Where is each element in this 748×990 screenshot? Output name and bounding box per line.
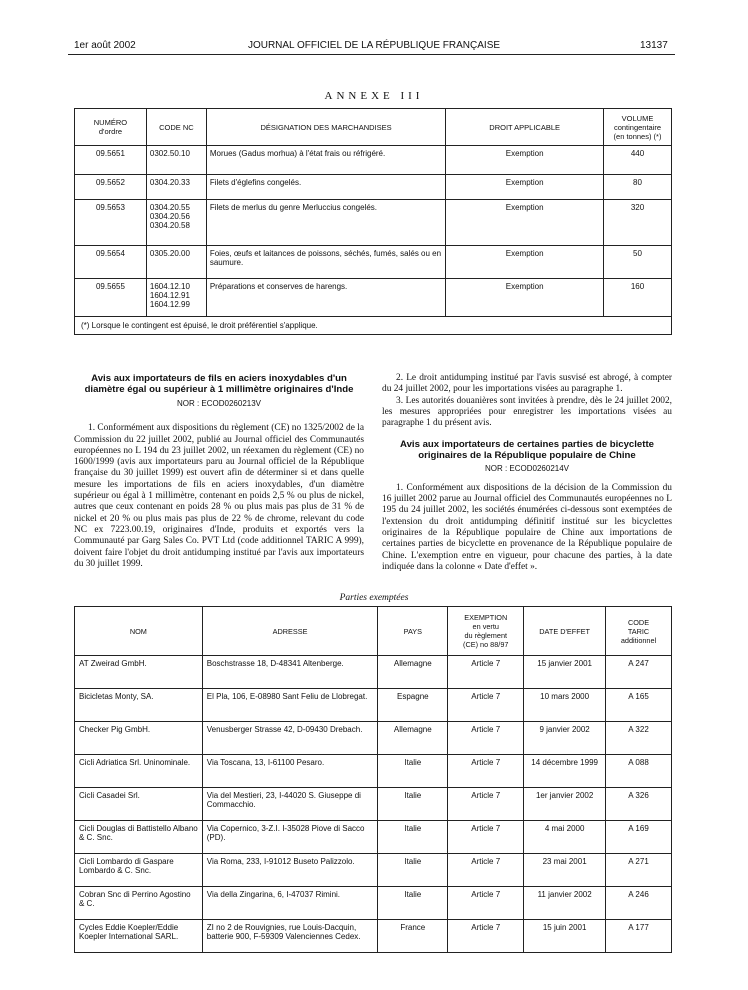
cell-designation: Morues (Gadus morhua) à l'état frais ou réfrigéré.: [206, 146, 445, 175]
cell-numero: 09.5651: [75, 146, 147, 175]
cell-pays: Espagne: [378, 689, 448, 722]
cell-code: 1604.12.10 1604.12.91 1604.12.99: [146, 279, 206, 317]
cell-designation: Filets d'églefins congelés.: [206, 175, 445, 200]
cell-droit: Exemption: [446, 279, 604, 317]
cell-pays: Italie: [378, 887, 448, 920]
table-row: [75, 689, 672, 722]
cell-numero: 09.5653: [75, 200, 147, 246]
cell-pays: Italie: [378, 821, 448, 854]
col-header-pays: PAYS: [378, 607, 448, 656]
journal-title: JOURNAL OFFICIEL DE LA RÉPUBLIQUE FRANÇAISE: [247, 40, 501, 51]
cell-pays: Italie: [378, 854, 448, 887]
cell-code-taric: A 247: [606, 656, 672, 689]
cell-code-taric: A 322: [606, 722, 672, 755]
table-row: [75, 920, 672, 953]
cell-date: 1er janvier 2002: [524, 788, 606, 821]
header-rule: [68, 54, 675, 55]
cell-adresse: Via della Zingarina, 6, I-47037 Rimini.: [202, 887, 378, 920]
cell-code-taric: A 177: [606, 920, 672, 953]
col-header-date: DATE D'EFFET: [524, 607, 606, 656]
cell-nom: Cycles Eddie Koepler/Eddie Koepler International SARL.: [75, 920, 203, 953]
cell-code: 0304.20.55 0304.20.56 0304.20.58: [146, 200, 206, 246]
cell-adresse: Via del Mestieri, 23, I-44020 S. Giuseppe di Commacchio.: [202, 788, 378, 821]
cell-volume: 80: [604, 175, 672, 200]
article1-nor: NOR : ECOD0260213V: [176, 399, 262, 408]
cell-date: 14 décembre 1999: [524, 755, 606, 788]
cell-droit: Exemption: [446, 246, 604, 279]
table-header-row: [75, 607, 672, 656]
cell-nom: Checker Pig GmbH.: [75, 722, 203, 755]
article1-paragraph-2: 2. Le droit antidumping institué par l'avis susvisé est abrogé, à compter du 24 juillet 2002, pour les importations visées au paragraphe 1.: [382, 373, 672, 395]
col-header-volume: VOLUME contingentaire (en tonnes) (*): [604, 109, 672, 146]
col-header-code-taric: CODE TARIC additionnel: [606, 607, 672, 656]
cell-nom: Bicicletas Monty, SA.: [75, 689, 203, 722]
cell-code: 0305.20.00: [146, 246, 206, 279]
cell-code: 0304.20.33: [146, 175, 206, 200]
cell-numero: 09.5652: [75, 175, 147, 200]
cell-date: 15 janvier 2001: [524, 656, 606, 689]
article2-title: Avis aux importateurs de certaines parties de bicyclette originaires de la République populaire de Chine: [400, 439, 654, 462]
article1-paragraph-3: 3. Les autorités douanières sont invitées à prendre, dès le 24 juillet 2002, les mesures appropriées pour enregistrer les importations visées au paragraphe 1 du présent avis.: [382, 395, 672, 429]
cell-nom: AT Zweirad GmbH.: [75, 656, 203, 689]
cell-designation: Préparations et conserves de harengs.: [206, 279, 445, 317]
table-header-row: [75, 109, 672, 146]
cell-exemption: Article 7: [448, 854, 524, 887]
cell-exemption: Article 7: [448, 887, 524, 920]
table-row: [75, 887, 672, 920]
table-row: [75, 854, 672, 887]
cell-code-taric: A 246: [606, 887, 672, 920]
table-footnote-row: [75, 317, 672, 335]
cell-exemption: Article 7: [448, 755, 524, 788]
cell-exemption: Article 7: [448, 788, 524, 821]
cell-numero: 09.5655: [75, 279, 147, 317]
cell-code-taric: A 088: [606, 755, 672, 788]
cell-adresse: ZI no 2 de Rouvignies, rue Louis-Dacquin, batterie 900, F-59309 Valenciennes Cedex.: [202, 920, 378, 953]
table-row: [75, 246, 672, 279]
cell-droit: Exemption: [446, 200, 604, 246]
article2-paragraph-1: 1. Conformément aux dispositions de la décision de la Commission du 16 juillet 2002 parue au Journal officiel des Communautés européennes no L 195 du 24 juillet 2002, les sociétés énumérées ci-dessous sont exemptées de l'extension du droit antidumping définitif institué sur les bicyclettes originaires de la République populaire de Chine aux importations de certaines parties de bicyclette en provenance de la République populaire de Chine. L'exemption entre en vigueur, pour chacune des parties, à la date indiquée dans la colonne « Date d'effet ».: [382, 482, 672, 572]
col-header-exemption: EXEMPTION en vertu du règlement (CE) no 88/97: [448, 607, 524, 656]
table-row: [75, 175, 672, 200]
cell-exemption: Article 7: [448, 689, 524, 722]
table2-body: [75, 656, 672, 953]
cell-adresse: Via Toscana, 13, I-61100 Pesaro.: [202, 755, 378, 788]
cell-date: 23 mai 2001: [524, 854, 606, 887]
cell-adresse: Via Roma, 233, I-91012 Buseto Palizzolo.: [202, 854, 378, 887]
table-row: [75, 146, 672, 175]
article-right-column: [382, 373, 672, 573]
annexe-title: ANNEXE III: [324, 90, 424, 102]
table-row: [75, 722, 672, 755]
cell-code-taric: A 165: [606, 689, 672, 722]
cell-adresse: Boschstrasse 18, D-48341 Altenberge.: [202, 656, 378, 689]
table-row: [75, 755, 672, 788]
cell-pays: Italie: [378, 755, 448, 788]
cell-pays: Allemagne: [378, 722, 448, 755]
table-footnote: (*) Lorsque le contingent est épuisé, le droit préférentiel s'applique.: [75, 317, 672, 335]
cell-code: 0302.50.10: [146, 146, 206, 175]
article1-title: Avis aux importateurs de fils en aciers inoxydables d'un diamètre égal ou supérieur à 1 millimètre originaires d'Inde: [84, 373, 354, 395]
cell-pays: Allemagne: [378, 656, 448, 689]
cell-adresse: Venusberger Strasse 42, D-09430 Drebach.: [202, 722, 378, 755]
cell-nom: Cicli Douglas di Battistello Albano & C. Snc.: [75, 821, 203, 854]
cell-date: 4 mai 2000: [524, 821, 606, 854]
col-header-code: CODE NC: [146, 109, 206, 146]
cell-designation: Filets de merlus du genre Merluccius congelés.: [206, 200, 445, 246]
cell-volume: 320: [604, 200, 672, 246]
cell-volume: 160: [604, 279, 672, 317]
cell-date: 9 janvier 2002: [524, 722, 606, 755]
cell-pays: France: [378, 920, 448, 953]
cell-droit: Exemption: [446, 175, 604, 200]
cell-volume: 50: [604, 246, 672, 279]
cell-exemption: Article 7: [448, 821, 524, 854]
cell-droit: Exemption: [446, 146, 604, 175]
cell-code-taric: A 169: [606, 821, 672, 854]
cell-exemption: Article 7: [448, 656, 524, 689]
table-row: [75, 200, 672, 246]
cell-designation: Foies, œufs et laitances de poissons, séchés, fumés, salés ou en saumure.: [206, 246, 445, 279]
cell-exemption: Article 7: [448, 920, 524, 953]
table-row: [75, 788, 672, 821]
cell-nom: Cicli Casadei Srl.: [75, 788, 203, 821]
table2-caption: Parties exemptées: [339, 593, 409, 603]
article-left-column: [74, 373, 364, 570]
cell-nom: Cicli Adriatica Srl. Uninominale.: [75, 755, 203, 788]
table-row: [75, 821, 672, 854]
cell-pays: Italie: [378, 788, 448, 821]
article2-nor: NOR : ECOD0260214V: [484, 464, 570, 474]
col-header-designation: DÉSIGNATION DES MARCHANDISES: [206, 109, 445, 146]
cell-exemption: Article 7: [448, 722, 524, 755]
annexe-table: [74, 108, 672, 335]
exempted-parties-table: [74, 606, 672, 953]
article1-paragraph-1: 1. Conformément aux dispositions du règlement (CE) no 1325/2002 de la Commission du 22 juillet 2002, publié au Journal officiel des Communautés européennes no L 194 du 23 juillet 2002, un réexamen du règlement (CE) no 1600/1999 (avis aux importateurs paru au Journal officiel de la République française du 30 juillet 1999) est ouvert afin de déterminer si et dans quelle mesure les importations de fils en aciers inoxydables, d'un diamètre supérieur ou égal à 1 millimètre, contenant en poids 2,5 % ou plus de nickel, autres que ceux contenant en poids 28 % ou plus mais pas plus de 31 % de nickel et 20 % ou plus mais pas plus de 22 % de chrome, relevant du code NC ex 7223.00.19, originaires d'Inde, produits et exportés vers la Communauté par Garg Sales Co. PVT Ltd (code additionnel TARIC A 999), doivent faire l'objet du droit antidumping institué par l'avis aux importateurs du 30 juillet 1999.: [74, 423, 364, 569]
cell-volume: 440: [604, 146, 672, 175]
cell-date: 15 juin 2001: [524, 920, 606, 953]
cell-code-taric: A 271: [606, 854, 672, 887]
col-header-droit: DROIT APPLICABLE: [446, 109, 604, 146]
cell-numero: 09.5654: [75, 246, 147, 279]
cell-adresse: Via Copernico, 3-Z.I. I-35028 Piove di Sacco (PD).: [202, 821, 378, 854]
cell-nom: Cicli Lombardo di Gaspare Lombardo & C. Snc.: [75, 854, 203, 887]
cell-adresse: El Pla, 106, E-08980 Sant Feliu de Llobregat.: [202, 689, 378, 722]
cell-date: 10 mars 2000: [524, 689, 606, 722]
table-row: [75, 656, 672, 689]
col-header-numero: NUMÉRO d'ordre: [75, 109, 147, 146]
cell-nom: Cobran Snc di Perrino Agostino & C.: [75, 887, 203, 920]
header-date: 1er août 2002: [74, 40, 136, 51]
col-header-adresse: ADRESSE: [202, 607, 378, 656]
table-row: [75, 279, 672, 317]
page-number: 13137: [640, 40, 668, 51]
cell-code-taric: A 326: [606, 788, 672, 821]
col-header-nom: NOM: [75, 607, 203, 656]
cell-date: 11 janvier 2002: [524, 887, 606, 920]
